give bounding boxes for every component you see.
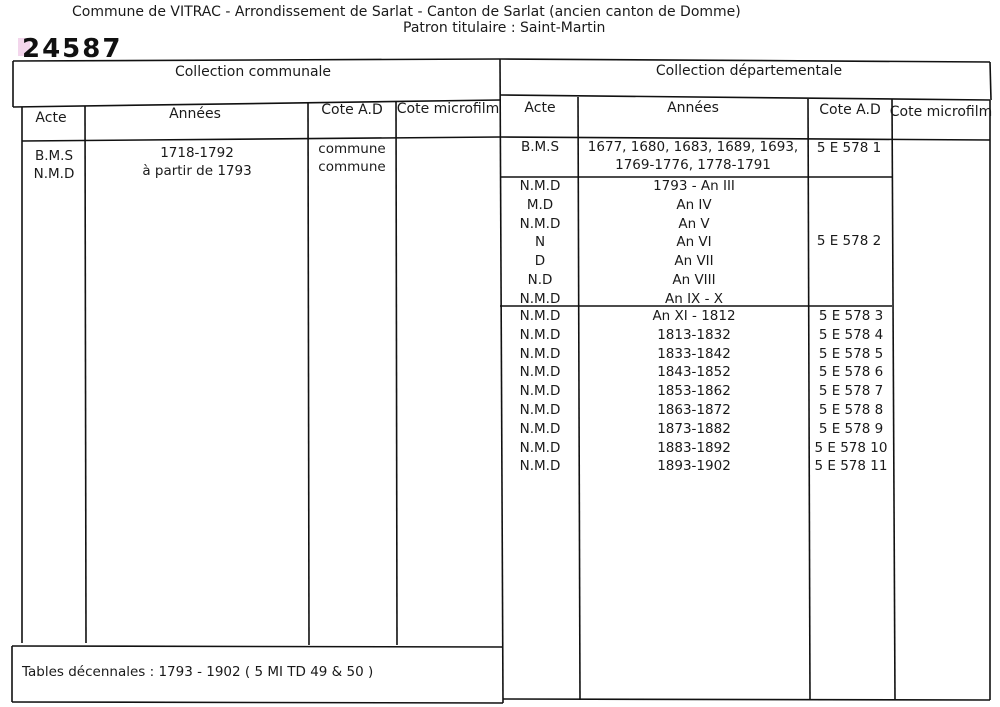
list-item: 1863-1872 (657, 402, 731, 418)
dept-bms-cote: 5 E 578 1 (816, 140, 882, 156)
list-item: 5 E 578 8 (818, 402, 884, 418)
patron-titulaire: Patron titulaire : Saint-Martin (403, 20, 606, 36)
list-item: D (534, 253, 546, 270)
list-item: 1873-1882 (657, 420, 731, 437)
grid-line (503, 699, 990, 700)
communale-header-cote-microfilm: Cote microfilm (396, 101, 500, 117)
grid-line (13, 59, 500, 61)
list-item: 5 E 578 9 (818, 420, 884, 437)
list-item: M.D (526, 196, 554, 213)
grid-line (22, 137, 500, 141)
list-item: N.M.D (519, 383, 561, 400)
grid-line (396, 101, 397, 645)
list-item: 5 E 578 4 (818, 326, 884, 343)
dept-bms-annees-line2: 1769-1776, 1778-1791 (615, 157, 771, 173)
communale-title: Collection communale (174, 64, 332, 80)
grid-line (12, 646, 503, 647)
communale-cote-2: commune (318, 159, 386, 175)
list-item: An IX - X (664, 290, 723, 307)
list-item: 5 E 578 10 (814, 439, 888, 456)
list-item: 1793 - An III (653, 178, 735, 194)
communale-annees-1: 1718-1792 (160, 145, 234, 161)
communale-header-acte: Acte (35, 110, 67, 126)
list-item: 1833-1842 (657, 345, 731, 362)
dept-block2-cote: 5 E 578 2 (816, 233, 882, 249)
grid-line (500, 59, 990, 62)
communale-header-annees: Années (169, 106, 221, 122)
list-item: 5 E 578 11 (814, 458, 888, 475)
list-item: N.M.D (519, 308, 561, 324)
communale-acte-2: N.M.D (33, 166, 75, 182)
departementale-header-acte: Acte (524, 100, 556, 116)
grid-line (85, 106, 86, 643)
list-item: 5 E 578 3 (818, 308, 884, 324)
dept-bms-acte: B.M.S (520, 139, 560, 155)
list-item: N.M.D (519, 290, 561, 307)
departementale-header-cote-ad: Cote A.D (819, 102, 881, 118)
commune-title: Commune de VITRAC - Arrondissement de Sarlat - Canton de Sarlat (ancien canton de Domme) (72, 4, 741, 20)
list-item: N (534, 234, 546, 251)
list-item: N.D (527, 272, 553, 288)
departementale-title: Collection départementale (655, 63, 843, 79)
list-item: 1893-1902 (657, 458, 731, 475)
list-item: N.M.D (519, 402, 561, 418)
grid-line (12, 702, 503, 703)
list-item: An IV (676, 196, 712, 213)
communale-acte-1: B.M.S (34, 148, 74, 164)
grid-line (308, 102, 309, 645)
list-item: 1813-1832 (657, 326, 731, 343)
commune-code: 24587 (22, 34, 123, 64)
tables-decennales: Tables décennales : 1793 - 1902 ( 5 MI TD 49 & 50 ) (22, 664, 374, 680)
list-item: 5 E 578 7 (818, 383, 884, 400)
list-item: 5 E 578 5 (818, 345, 884, 362)
list-item: 1883-1892 (657, 439, 731, 456)
departementale-header-annees: Années (667, 100, 719, 116)
list-item: 5 E 578 6 (818, 364, 884, 381)
list-item: 1853-1862 (657, 383, 731, 400)
list-item: 1843-1852 (657, 364, 731, 381)
list-item: N.M.D (519, 215, 561, 232)
list-item: N.M.D (519, 178, 561, 194)
communale-annees-2: à partir de 1793 (142, 163, 252, 179)
list-item: An V (678, 215, 710, 232)
communale-header-cote-ad: Cote A.D (321, 102, 383, 118)
list-item: An VIII (672, 272, 716, 288)
communale-cote-1: commune (318, 141, 386, 157)
list-item: An VII (674, 253, 714, 270)
departementale-header-cote-microfilm: Cote microfilm (889, 104, 993, 120)
list-item: N.M.D (519, 420, 561, 437)
list-item: N.M.D (519, 364, 561, 381)
grid-line (500, 95, 990, 100)
dept-bms-annees-line1: 1677, 1680, 1683, 1689, 1693, (587, 139, 799, 155)
list-item: N.M.D (519, 326, 561, 343)
list-item: An XI - 1812 (652, 308, 736, 324)
list-item: An VI (676, 234, 712, 251)
list-item: N.M.D (519, 458, 561, 475)
list-item: N.M.D (519, 345, 561, 362)
grid-line (990, 62, 991, 100)
list-item: N.M.D (519, 439, 561, 456)
